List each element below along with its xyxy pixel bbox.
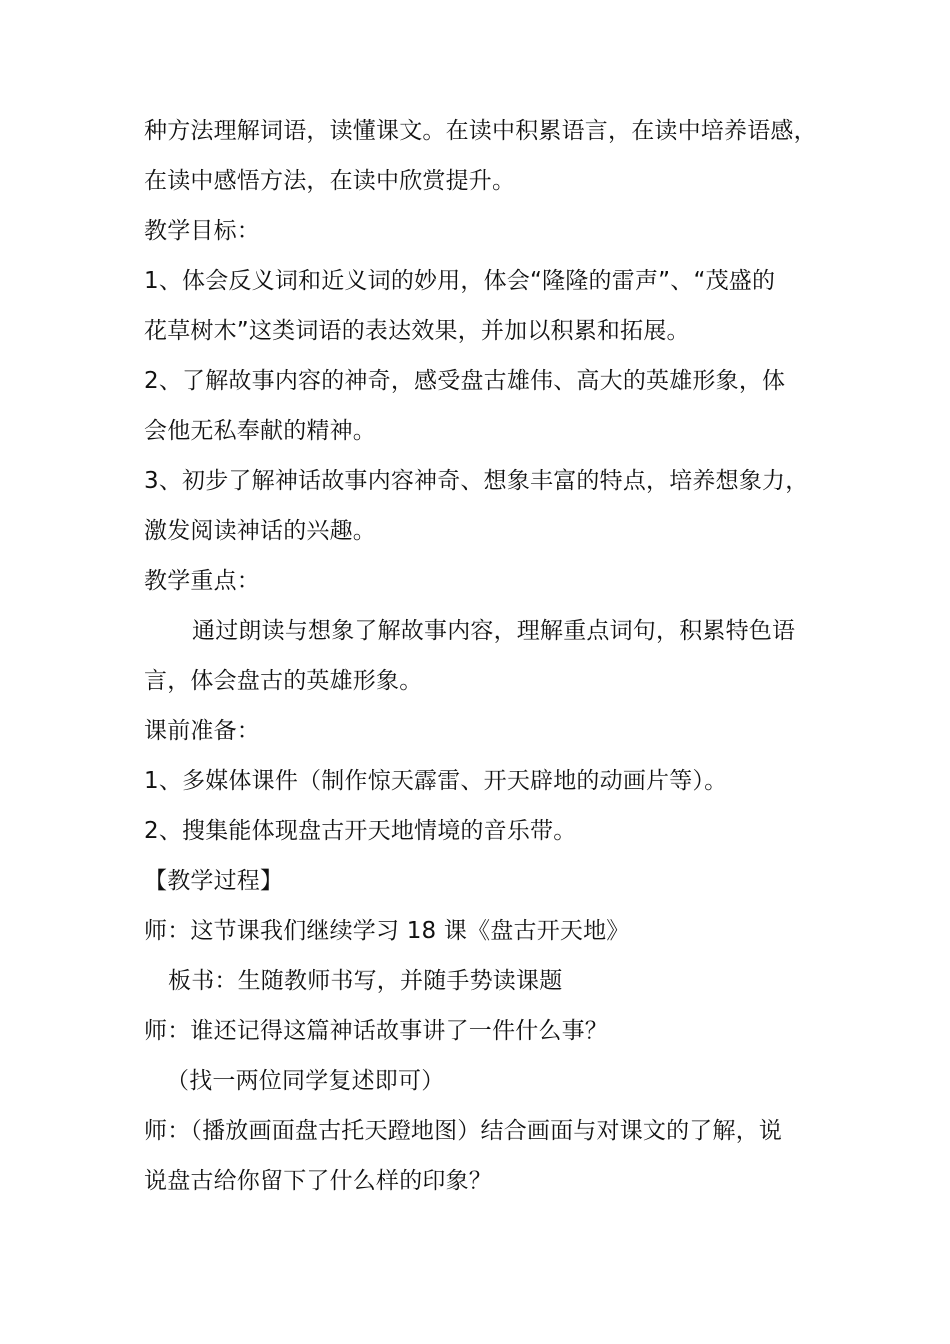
key-point-text: 通过朗读与想象了解故事内容，理解重点词句，积累特色语 <box>192 618 796 644</box>
text-line: 会他无私奉献的精神。 <box>144 418 376 444</box>
text-line: 言，体会盘古的英雄形象。 <box>144 668 423 694</box>
text-line: 说盘古给你留下了什么样的印象？ <box>144 1168 492 1194</box>
preparation-item-1: 1、多媒体课件（制作惊天霹雷、开天辟地的动画片等）。 <box>144 768 728 794</box>
section-heading-objectives: 教学目标： <box>144 218 260 244</box>
instruction-note: （找一两位同学复述即可） <box>166 1068 445 1094</box>
text-line: 激发阅读神话的兴趣。 <box>144 518 376 544</box>
text-line: 花草树木”这类词语的表达效果，并加以积累和拓展。 <box>144 318 690 344</box>
document-body <box>144 106 816 1206</box>
blackboard-note: 板书：生随教师书写，并随手势读课题 <box>168 968 563 994</box>
objective-item-3: 3、初步了解神话故事内容神奇、想象丰富的特点，培养想象力， <box>144 468 809 494</box>
section-heading-key-points: 教学重点： <box>144 568 260 594</box>
teacher-line: 师：谁还记得这篇神话故事讲了一件什么事？ <box>144 1018 608 1044</box>
section-heading-process: 【教学过程】 <box>144 868 284 894</box>
text-line: 种方法理解词语，读懂课文。在读中积累语言，在读中培养语感， <box>144 118 817 144</box>
section-heading-preparation: 课前准备： <box>144 718 260 744</box>
objective-item-2: 2、了解故事内容的神奇，感受盘古雄伟、高大的英雄形象，体 <box>144 368 786 394</box>
text-line: 在读中感悟方法，在读中欣赏提升。 <box>144 168 516 194</box>
teacher-line: 师：（播放画面盘古托天蹬地图）结合画面与对课文的了解，说 <box>144 1118 783 1144</box>
objective-item-1: 1、体会反义词和近义词的妙用，体会“隆隆的雷声”、“茂盛的 <box>144 268 776 294</box>
teacher-line: 师：这节课我们继续学习 18 课《盘古开天地》 <box>144 918 630 944</box>
preparation-item-2: 2、搜集能体现盘古开天地情境的音乐带。 <box>144 818 577 844</box>
